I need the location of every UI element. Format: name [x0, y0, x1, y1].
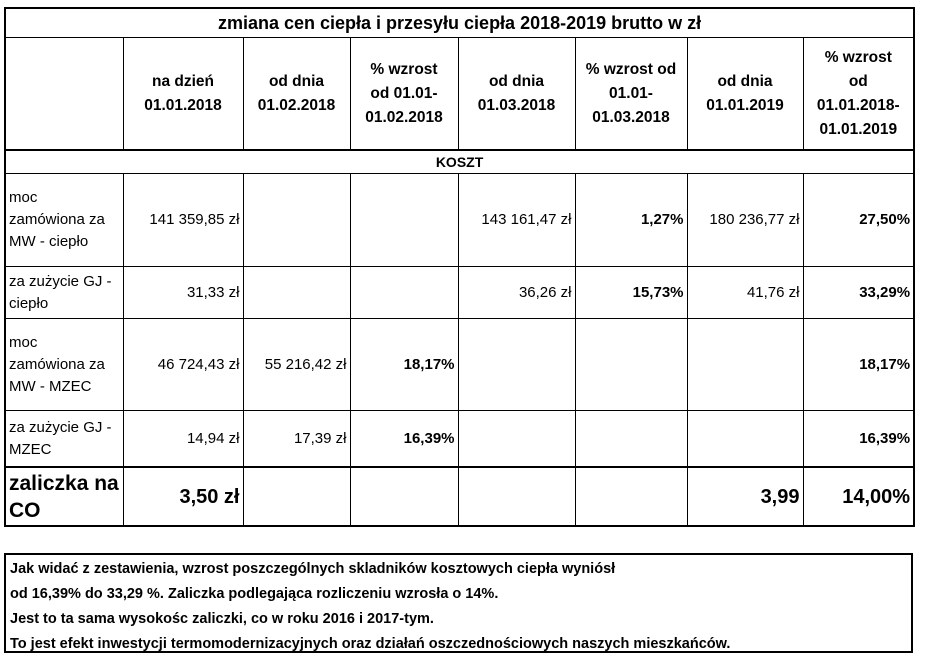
value-cell — [243, 467, 350, 526]
header-line: 01.01- — [609, 84, 653, 102]
header-cell — [803, 38, 914, 151]
header-line: 01.02.2018 — [257, 96, 336, 114]
value-cell: 17,39 zł — [243, 411, 350, 468]
row-label-line: MW - ciepło — [9, 233, 89, 250]
row-label-line: zamówiona za — [9, 211, 105, 228]
row-label — [5, 319, 123, 411]
header-line: od — [848, 72, 868, 90]
row-label-line: zaliczka na — [9, 471, 119, 495]
percent-cell: 18,17% — [350, 319, 458, 411]
percent-cell: 15,73% — [575, 267, 687, 319]
percent-cell: 33,29% — [803, 267, 914, 319]
header-line: od dnia — [717, 72, 773, 90]
note-line: od 16,39% do 33,29 %. Zaliczka podlegająca rozliczeniu wzrosła o 14%. — [10, 586, 499, 602]
percent-cell — [575, 411, 687, 468]
header-line: % wzrost — [824, 48, 892, 66]
header-line: 01.01.2019 — [706, 96, 784, 114]
percent-cell — [575, 467, 687, 526]
row-label — [5, 411, 123, 468]
note-line: Jest to ta sama wysokośc zaliczki, co w roku 2016 i 2017-tym. — [10, 611, 434, 627]
row-label-line: moc — [9, 333, 38, 351]
header-line: % wzrost — [370, 60, 438, 78]
value-cell: 14,94 zł — [123, 411, 243, 468]
header-cell — [575, 38, 687, 151]
note-line: Jak widać z zestawienia, wzrost poszczególnych skladników kosztowych ciepła wyniósł — [10, 561, 616, 577]
header-line: 01.01.2018- — [816, 96, 900, 114]
value-cell: 180 236,77 zł — [687, 174, 803, 267]
header-empty-cell — [5, 38, 123, 151]
header-cell — [123, 38, 243, 151]
header-cell — [687, 38, 803, 151]
note-line: To jest efekt inwestycji termomodernizacyjnych oraz działań oszczednościowych naszych mieszkańców. — [10, 636, 731, 652]
row-label-line: ciepło — [9, 294, 49, 312]
table-row — [5, 174, 914, 267]
header-line: 01.02.2018 — [365, 108, 443, 126]
row-label-line: za zużycie GJ - — [9, 418, 112, 436]
header-line: od dnia — [268, 72, 325, 90]
percent-cell: 27,50% — [803, 174, 914, 267]
percent-cell — [350, 267, 458, 319]
row-label-line: MZEC — [9, 440, 52, 458]
header-line: 01.03.2018 — [477, 96, 556, 114]
value-cell — [243, 267, 350, 319]
header-row — [5, 38, 914, 151]
value-cell — [458, 411, 575, 468]
price-table-container — [4, 7, 913, 527]
percent-cell: 16,39% — [350, 411, 458, 468]
header-line: 01.03.2018 — [592, 108, 670, 126]
percent-cell: 18,17% — [803, 319, 914, 411]
header-cell — [350, 38, 458, 151]
price-change-table — [4, 7, 915, 527]
percent-cell: 14,00% — [803, 467, 914, 526]
percent-cell — [575, 319, 687, 411]
value-cell — [458, 319, 575, 411]
summary-note — [4, 553, 913, 653]
table-row — [5, 467, 914, 526]
header-cell — [243, 38, 350, 151]
table-row — [5, 267, 914, 319]
header-line: od dnia — [488, 72, 545, 90]
section-label: KOSZT — [5, 150, 914, 174]
value-cell — [243, 174, 350, 267]
row-label — [5, 467, 123, 526]
table-row — [5, 411, 914, 468]
section-row — [5, 150, 914, 174]
value-cell — [458, 467, 575, 526]
row-label-line: CO — [9, 498, 41, 522]
value-cell: 143 161,47 zł — [458, 174, 575, 267]
row-label — [5, 267, 123, 319]
row-label-line: za zużycie GJ - — [9, 272, 112, 290]
table-row — [5, 319, 914, 411]
table-title: zmiana cen ciepła i przesyłu ciepła 2018-2019 brutto w zł — [5, 8, 914, 38]
row-label-line: zamówiona za — [9, 355, 105, 373]
value-cell: 55 216,42 zł — [243, 319, 350, 411]
table-title-row — [5, 8, 914, 38]
value-cell: 3,50 zł — [123, 467, 243, 526]
header-line: na dzień — [151, 72, 214, 90]
header-line: 01.01.2019 — [819, 120, 898, 138]
value-cell — [687, 319, 803, 411]
header-cell — [458, 38, 575, 151]
percent-cell: 16,39% — [803, 411, 914, 468]
value-cell: 41,76 zł — [687, 267, 803, 319]
value-cell: 141 359,85 zł — [123, 174, 243, 267]
header-line: 01.01.2018 — [144, 96, 222, 114]
value-cell: 31,33 zł — [123, 267, 243, 319]
value-cell: 46 724,43 zł — [123, 319, 243, 411]
header-line: % wzrost od — [585, 60, 677, 78]
row-label — [5, 174, 123, 267]
row-label-line: MW - MZEC — [9, 377, 92, 395]
value-cell: 3,99 — [687, 467, 803, 526]
row-label-line: moc — [9, 189, 38, 206]
value-cell: 36,26 zł — [458, 267, 575, 319]
value-cell — [687, 411, 803, 468]
percent-cell — [350, 174, 458, 267]
percent-cell — [350, 467, 458, 526]
header-line: od 01.01- — [370, 84, 438, 102]
percent-cell: 1,27% — [575, 174, 687, 267]
